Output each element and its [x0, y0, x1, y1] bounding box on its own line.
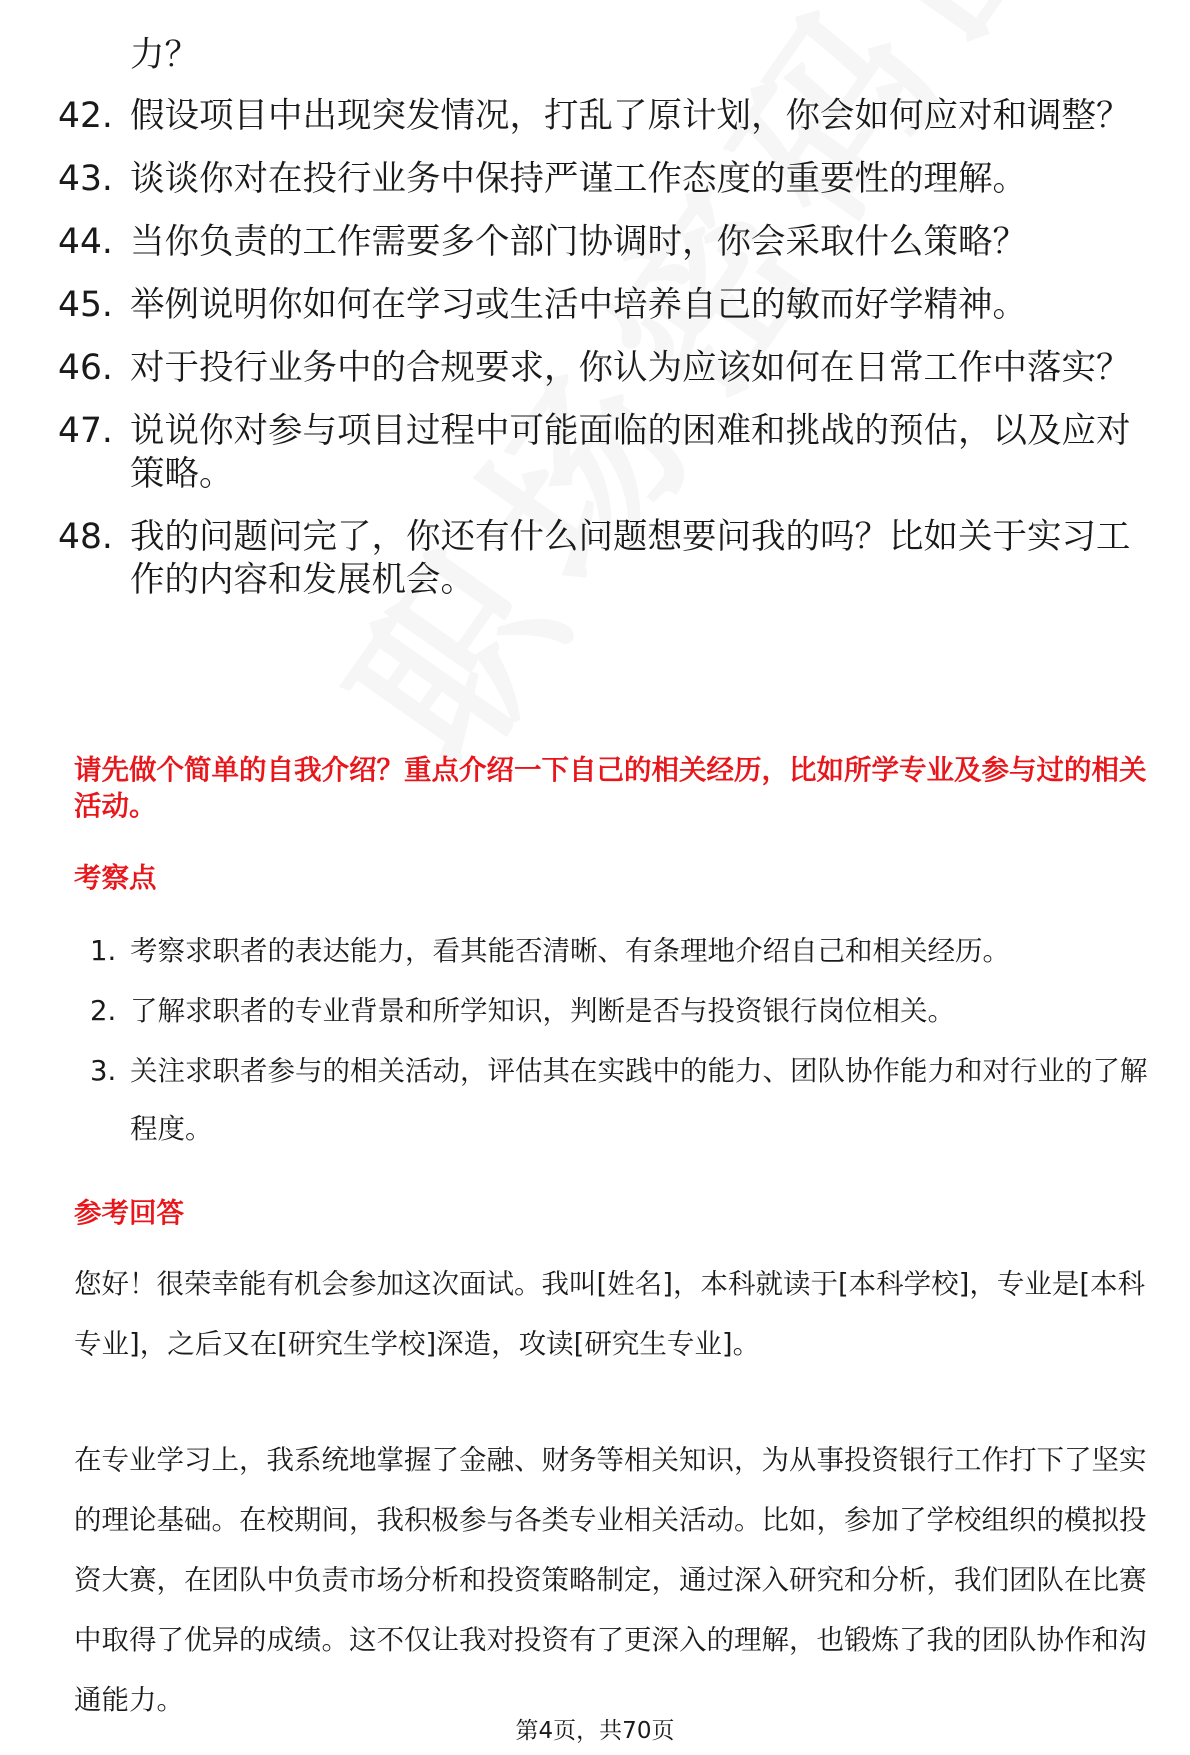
- question-number: 47.: [58, 411, 113, 451]
- point-text: 了解求职者的专业背景和所学知识，判断是否与投资银行岗位相关。: [130, 995, 955, 1027]
- list-item: [58, 347, 1158, 390]
- question-text: 当你负责的工作需要多个部门协调时，你会采取什么策略？: [130, 222, 1027, 262]
- list-item: [84, 922, 1164, 980]
- question-text: 说说你对参与项目过程中可能面临的困难和挑战的预估，以及应对策略。: [130, 411, 1131, 494]
- list-item: [58, 516, 1158, 602]
- question-number: 43.: [58, 159, 113, 199]
- point-text: 关注求职者参与的相关活动，评估其在实践中的能力、团队协作能力和对行业的了解程度。: [130, 1055, 1148, 1145]
- point-number: 2.: [90, 995, 117, 1027]
- page-number: 第4页，共70页: [515, 1718, 675, 1744]
- question-number: 44.: [58, 222, 113, 262]
- question-list: [58, 34, 1158, 622]
- list-item: [58, 158, 1158, 201]
- points-title: 考察点: [74, 862, 157, 894]
- section-question-heading: 请先做个简单的自我介绍？重点介绍一下自己的相关经历，比如所学专业及参与过的相关活动。: [74, 754, 1147, 822]
- question-text: 谈谈你对在投行业务中保持严谨工作态度的重要性的理解。: [130, 159, 1027, 199]
- question-number: 45.: [58, 285, 113, 325]
- question-number: 42.: [58, 96, 113, 136]
- list-item: [58, 34, 1158, 77]
- point-text: 考察求职者的表达能力，看其能否清晰、有条理地介绍自己和相关经历。: [130, 935, 1010, 967]
- list-item: [84, 982, 1164, 1040]
- question-text: 假设项目中出现突发情况，打乱了原计划，你会如何应对和调整？: [130, 96, 1131, 136]
- question-text: 我的问题问完了，你还有什么问题想要问我的吗？比如关于实习工作的内容和发展机会。: [130, 517, 1131, 600]
- question-text: 力？: [130, 35, 199, 75]
- point-number: 3.: [90, 1055, 117, 1087]
- list-item: [58, 95, 1158, 138]
- list-item: [84, 1042, 1164, 1158]
- question-text: 举例说明你如何在学习或生活中培养自己的敏而好学精神。: [130, 285, 1027, 325]
- points-list: [84, 922, 1164, 1160]
- answer-paragraph-1: 您好！很荣幸能有机会参加这次面试。我叫[姓名]，本科就读于[本科学校]，专业是[本科专业]，之后又在[研究生学校]深造，攻读[研究生专业]。: [74, 1268, 1146, 1360]
- answer-paragraph-2: 在专业学习上，我系统地掌握了金融、财务等相关知识，为从事投资银行工作打下了坚实的理论基础。在校期间，我积极参与各类专业相关活动。比如，参加了学校组织的模拟投资大赛，在团队中负责市场分析和投资策略制定，通过深入研究和分析，我们团队在比赛中取得了优异的成绩。这不仅让我对投资有了更深入的理解，也锻炼了我的团队协作和沟通能力。: [74, 1444, 1147, 1716]
- list-item: [58, 410, 1158, 496]
- question-number: 48.: [58, 517, 113, 557]
- question-text: 对于投行业务中的合规要求，你认为应该如何在日常工作中落实？: [130, 348, 1131, 388]
- question-number: 46.: [58, 348, 113, 388]
- point-number: 1.: [90, 935, 117, 967]
- list-item: [58, 221, 1158, 264]
- answer-title: 参考回答: [74, 1197, 184, 1229]
- list-item: [58, 284, 1158, 327]
